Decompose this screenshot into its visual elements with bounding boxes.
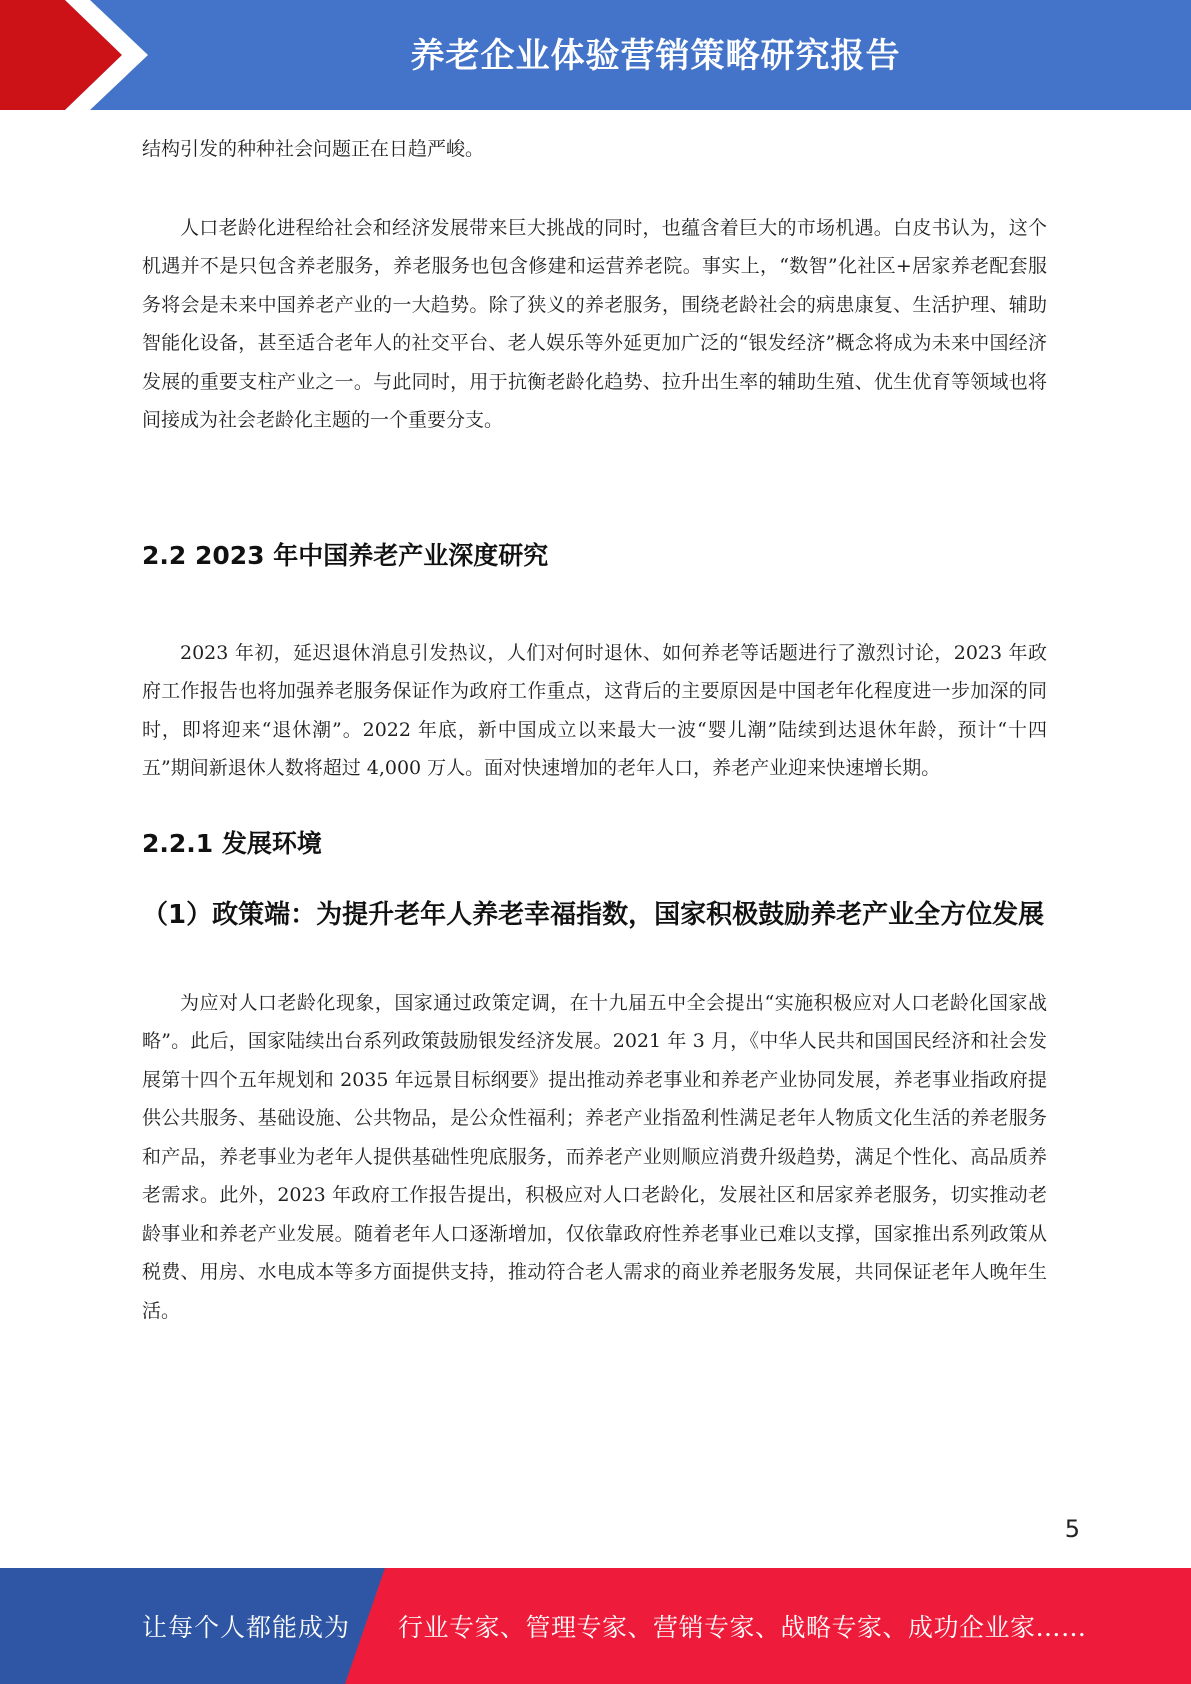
paragraph-2023: 2023 年初，延迟退休消息引发热议，人们对何时退休、如何养老等话题进行了激烈讨论，2023 年政府工作报告也将加强养老服务保证作为政府工作重点，这背后的主要原因是中国老年化程度进一步加深的同时，即将迎来“退休潮”。2022 年底，新中国成立以来最大一波“婴儿潮”陆续到达退休年龄，预计“十四五”期间新退休人数将超过 4,000 万人。面对快速增加的老年人口，养老产业迎来快速增长期。 xyxy=(142,641,1047,779)
paragraph-opportunity: 人口老龄化进程给社会和经济发展带来巨大挑战的同时，也蕴含着巨大的市场机遇。白皮书认为，这个机遇并不是只包含养老服务，养老服务也包含修建和运营养老院。事实上，“数智”化社区+居家养老配套服务将会是未来中国养老产业的一大趋势。除了狭义的养老服务，围绕老龄社会的病患康复、生活护理、辅助智能化设备，甚至适合老年人的社交平台、老人娱乐等外延更加广泛的“银发经济”概念将成为未来中国经济发展的重要支柱产业之一。与此同时，用于抗衡老龄化趋势、拉升出生率的辅助生殖、优生优育等领域也将间接成为社会老龄化主题的一个重要分支。 xyxy=(142,216,1047,431)
page-footer xyxy=(0,1568,1191,1684)
subsection-heading: 2.2.1 发展环境 xyxy=(142,828,322,858)
paragraph-policy: 为应对人口老龄化现象，国家通过政策定调，在十九届五中全会提出“实施积极应对人口老龄化国家战略”。此后，国家陆续出台系列政策鼓励银发经济发展。2021 年 3 月，《中华人民共和国国民经济和社会发展第十四个五年规划和 2035 年远景目标纲要》提出推动养老事业和养老产业协同发展，养老事业指政府提供公共服务、基础设施、公共物品，是公众性福利；养老产业指盈利性满足老年人物质文化生活的养老服务和产品，养老事业为老年人提供基础性兜底服务，而养老产业则顺应消费升级趋势，满足个性化、高品质养老需求。此外，2023 年政府工作报告提出，积极应对人口老龄化，发展社区和居家养老服务，切实推动老龄事业和养老产业发展。随着老年人口逐渐增加，仅依靠政府性养老事业已难以支撑，国家推出系列政策从税费、用房、水电成本等多方面提供支持，推动符合老人需求的商业养老服务发展，共同保证老年人晚年生活。 xyxy=(142,991,1047,1322)
document-body xyxy=(142,130,1047,1330)
subsubsection-heading: （1）政策端：为提升老年人养老幸福指数，国家积极鼓励养老产业全方位发展 xyxy=(142,899,1045,930)
footer-slogan-left: 让每个人都能成为 xyxy=(142,1613,351,1642)
report-title: 养老企业体验营销策略研究报告 xyxy=(410,36,901,76)
intro-line: 结构引发的种种社会问题正在日趋严峻。 xyxy=(142,138,485,160)
page-header xyxy=(0,0,1191,110)
footer-slogan-right: 行业专家、管理专家、营销专家、战略专家、成功企业家…… xyxy=(398,1613,1087,1642)
page-number: 5 xyxy=(1064,1515,1080,1543)
section-heading: 2.2 2023 年中国养老产业深度研究 xyxy=(142,540,549,570)
